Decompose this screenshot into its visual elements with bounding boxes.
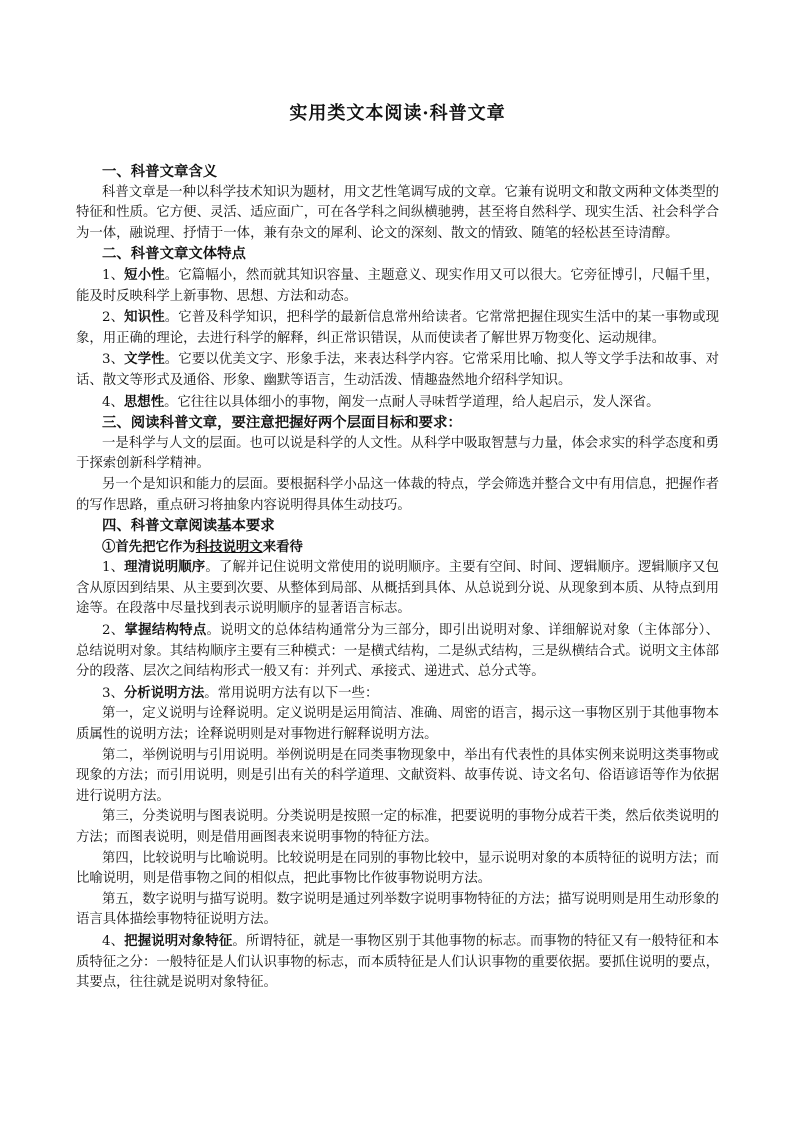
item-keyword: 理清说明顺序 xyxy=(124,559,206,576)
method-paragraph-2: 第二，举例说明与引用说明。举例说明是在同类事物现象中，举出有代表性的具体实例来说明这类事物或现象的方法；而引用说明，则是引出有关的科学道理、文献资料、故事传说、诗文名句、俗语谚语等作为依据进行说明方法。 xyxy=(76,747,719,804)
item-number: 3、 xyxy=(102,352,125,368)
feature-item-2 xyxy=(76,307,719,349)
item-text: 。它要以优美文字、形象手法，来表达科学内容。它常采用比喻、拟人等文学手法和故事、对话、散文等形式及通俗、形象、幽默等语言，生动活泼、情趣盎然地介绍科学知识。 xyxy=(76,352,719,388)
item-number: 2、 xyxy=(102,623,125,639)
feature-item-4 xyxy=(76,392,719,414)
item-keyword: 知识性 xyxy=(124,309,165,326)
item-text: 。常用说明方法有以下一些： xyxy=(204,685,379,701)
section-3-paragraph-2: 另一个是知识和能力的层面。要根据科学小品这一体裁的特点，学会筛选并整合文中有用信息，把握作者的写作思路，重点研习将抽象内容说明得具体生动技巧。 xyxy=(76,476,719,513)
method-paragraph-5: 第五，数字说明与描写说明。数字说明是通过列举数字说明事物特征的方法；描写说明则是用生动形象的语言具体描绘事物特征说明方法。 xyxy=(76,891,719,928)
item-number: 3、 xyxy=(102,685,124,701)
subheading-prefix: ①首先把它作为 xyxy=(102,538,196,555)
item-keyword: 把握说明对象特征 xyxy=(124,932,233,949)
requirement-item-1 xyxy=(76,557,719,620)
item-text: 。说明文的总体结构通常分为三部分，即引出说明对象、详细解说对象（主体部分）、总结说明对象。其结构顺序主要有三种模式：一是横式结构，二是纵式结构，三是纵横结合式。说明文主体部分的段落、层次之间结构形式一般又有：并列式、承接式、递进式、总分式等。 xyxy=(76,623,719,680)
item-text: 。所谓特征，就是一事物区别于其他事物的标志。而事物的特征又有一般特征和本质特征之分：一般特征是人们认识事物的标志，而本质特征是人们认识事物的重要依据。要抓住说明的要点，其要点，往往就是说明对象特征。 xyxy=(76,933,719,991)
section-2-heading: 二、科普文章文体特点 xyxy=(102,245,246,263)
item-text: 。它往往以具体细小的事物，阐发一点耐人寻味哲学道理，给人起启示，发人深省。 xyxy=(164,394,660,410)
subheading-suffix: 来看待 xyxy=(262,538,303,555)
item-keyword: 掌握结构特点 xyxy=(124,622,207,639)
item-number: 1、 xyxy=(102,560,125,576)
section-1-heading: 一、科普文章含义 xyxy=(102,163,218,180)
section-3-paragraph-1: 一是科学与人文的层面。也可以说是科学的人文性。从科学中吸取智慧与力量，体会求实的科学态度和勇于探索创新科学精神。 xyxy=(76,435,719,472)
method-paragraph-1: 第一，定义说明与诠释说明。定义说明是运用简洁、准确、周密的语言，揭示这一事物区别于其他事物本质属性的说明方法；诠释说明则是对事物进行解释说明方法。 xyxy=(76,706,719,743)
section-4-heading: 四、科普文章阅读基本要求 xyxy=(102,517,275,535)
requirement-item-2 xyxy=(76,620,719,683)
requirement-item-4 xyxy=(76,931,719,994)
item-keyword: 思想性 xyxy=(123,393,165,410)
item-number: 2、 xyxy=(102,310,125,326)
section-1-paragraph: 科普文章是一种以科学技术知识为题材，用文艺性笔调写成的文章。它兼有说明文和散文两种文体类型的特征和性质。它方便、灵活、适应面广，可在各学科之间纵横驰骋，甚至将自然科学、现实生活、社会科学合为一体，融说理、抒情于一体，兼有杂文的犀利、论文的深刻、散文的情致、随笔的轻松甚至诗清醇。 xyxy=(76,184,719,241)
item-text: 。它篇幅小，然而就其知识容量、主题意义、现实作用又可以很大。它旁征博引，尺幅千里，能及时反映科学上新事物、思想、方法和动态。 xyxy=(76,267,719,304)
document-page xyxy=(76,100,719,994)
subheading-underlined: 科技说明文 xyxy=(195,538,263,555)
requirement-item-3 xyxy=(76,683,719,705)
feature-item-3 xyxy=(76,349,719,391)
method-paragraph-3: 第三，分类说明与图表说明。分类说明是按照一定的标准，把要说明的事物分成若干类，然后依类说明的方法；而图表说明，则是借用画图表来说明事物的特征方法。 xyxy=(76,809,719,845)
item-number: 4、 xyxy=(102,394,124,410)
item-keyword: 分析说明方法 xyxy=(123,684,205,701)
item-keyword: 文学性 xyxy=(124,351,165,368)
method-paragraph-4: 第四，比较说明与比喻说明。比较说明是在同别的事物比较中，显示说明对象的本质特征的说明方法；而比喻说明，则是借事物之间的相似点，把此事物比作彼事物说明方法。 xyxy=(76,850,719,887)
item-number: 4、 xyxy=(102,933,125,949)
section-4-subheading xyxy=(76,537,719,558)
feature-item-1 xyxy=(76,265,719,307)
document-title: 实用类文本阅读·科普文章 xyxy=(289,103,506,124)
item-number: 1、 xyxy=(102,267,125,283)
item-keyword: 短小性 xyxy=(124,266,165,283)
item-text: 。了解并记住说明文常使用的说明顺序。主要有空间、时间、逻辑顺序。逻辑顺序又包含从原因到结果、从主要到次要、从整体到局部、从概括到具体、从总说到分说、从现象到本质、从特点到用途等。在段落中尽量找到表示说明顺序的显著语言标志。 xyxy=(76,560,719,617)
section-3-heading: 三、阅读科普文章，要注意把握好两个层面目标和要求： xyxy=(102,414,462,432)
item-text: 。它普及科学知识，把科学的最新信息常州给读者。它常常把握住现实生活中的某一事物或现象，用正确的理论，去进行科学的解释，纠正常识错误，从而使读者了解世界万物变化、运动规律。 xyxy=(76,310,719,346)
